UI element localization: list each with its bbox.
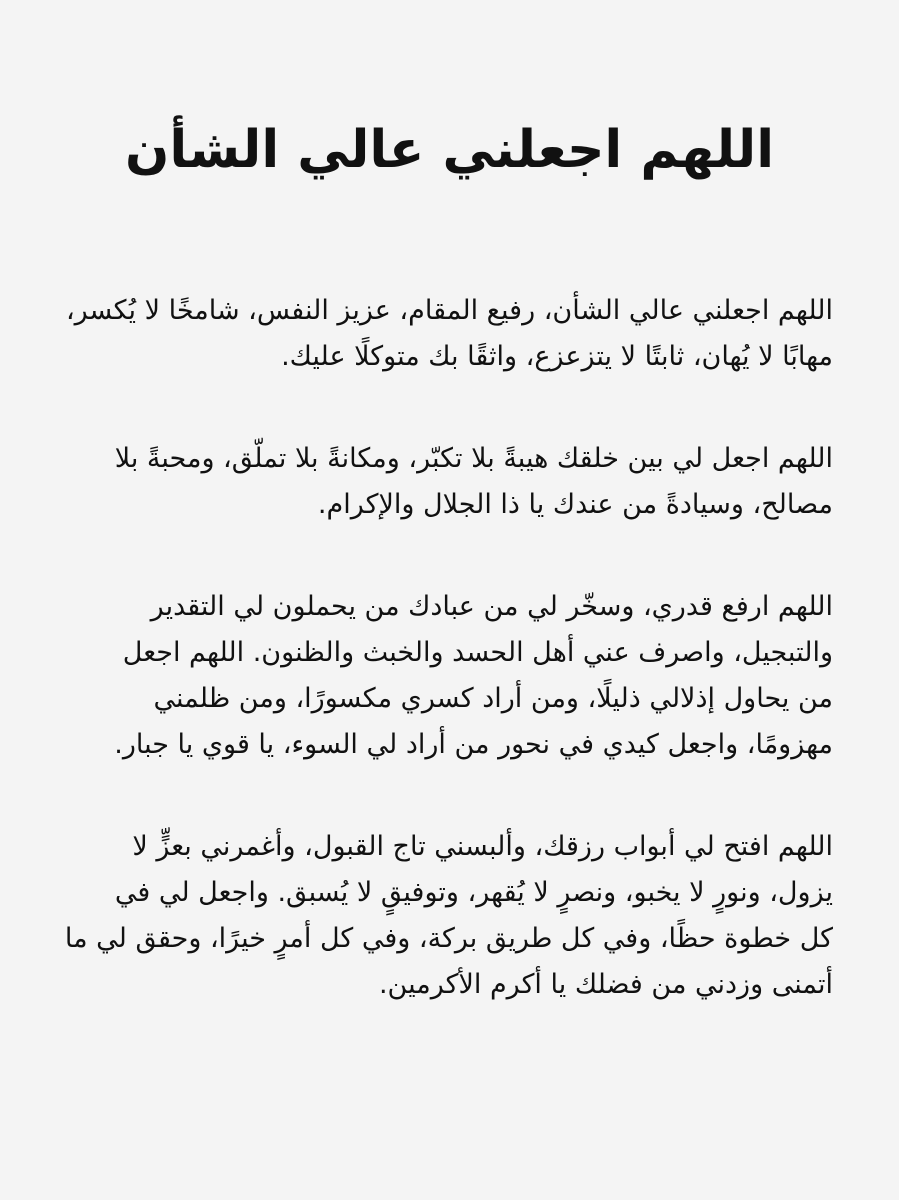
paragraph-1 xyxy=(66,288,833,380)
page-title: اللهم اجعلني عالي الشأن xyxy=(124,120,775,180)
paragraph-line: اللهم اجعل لي بين خلقك هيبةً بلا تكبّر، ومكانةً بلا تملّق، ومحبةً بلا xyxy=(114,443,833,474)
paragraph-line: اللهم ارفع قدري، وسخّر لي من عبادك من يحملون لي التقدير xyxy=(150,591,833,622)
paragraph-line: مصالح، وسيادةً من عندك يا ذا الجلال والإكرام. xyxy=(317,489,833,520)
paragraph-line: أتمنى وزدني من فضلك يا أكرم الأكرمين. xyxy=(378,969,833,1000)
paragraph-line: اللهم اجعلني عالي الشأن، رفيع المقام، عزيز النفس، شامخًا لا يُكسر، xyxy=(65,295,833,326)
paragraph-line: يزول، ونورٍ لا يخبو، ونصرٍ لا يُقهر، وتوفيقٍ لا يُسبق. واجعل لي في xyxy=(114,877,833,908)
paragraph-line: اللهم افتح لي أبواب رزقك، وألبسني تاج القبول، وأغمرني بعزٍّ لا xyxy=(132,831,833,862)
paragraph-line: مهزومًا، واجعل كيدي في نحور من أراد لي السوء، يا قوي يا جبار. xyxy=(114,729,833,760)
paragraph-2 xyxy=(66,436,833,528)
paragraph-line: من يحاول إذلالي ذليلًا، ومن أراد كسري مكسورًا، ومن ظلمني xyxy=(153,683,833,714)
paragraph-line: كل خطوة حظًا، وفي كل طريق بركة، وفي كل أمرٍ خيرًا، وحقق لي ما xyxy=(64,923,833,954)
paragraph-3 xyxy=(66,584,833,768)
prayer-body xyxy=(66,288,833,1008)
paragraph-4 xyxy=(66,824,833,1008)
paragraph-line: مهابًا لا يُهان، ثابتًا لا يتزعزع، واثقًا بك متوكلًا عليك. xyxy=(281,341,833,372)
paragraph-line: والتبجيل، واصرف عني أهل الحسد والخبث والظنون. اللهم اجعل xyxy=(122,637,833,668)
